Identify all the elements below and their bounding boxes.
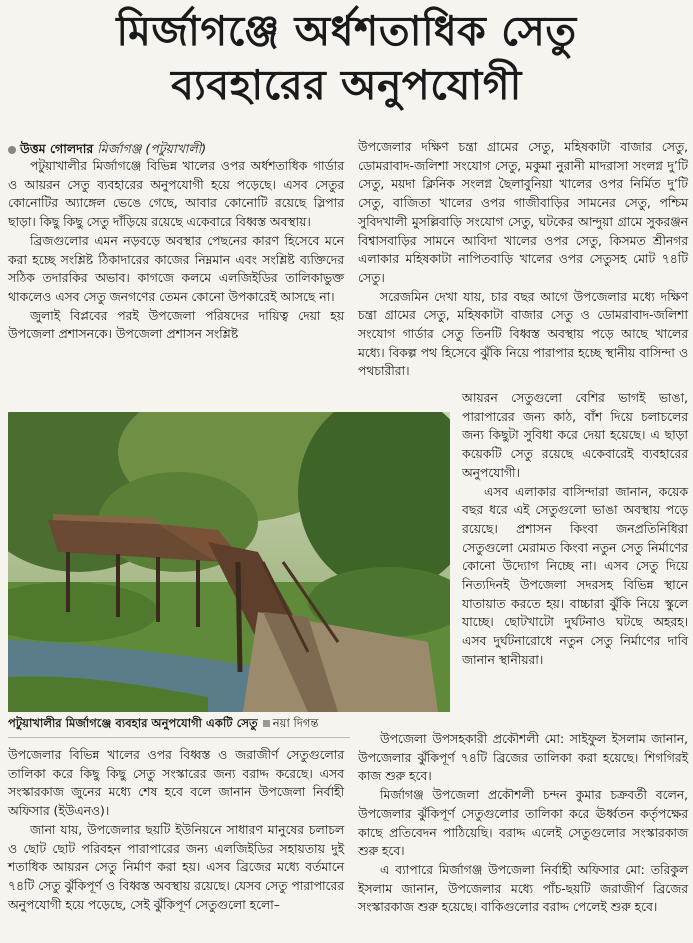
paragraph: মির্জাগঞ্জ উপজেলা প্রকৌশলী চন্দন কুমার চক্রবর্তী বলেন, উপজেলার ঝুঁকিপূর্ণ সেতুগুলোর তালিকা করে ঊর্ধ্বতন কর্তৃপক্ষের কাছে প্রতিবেদন পাঠিয়েছি। বরাদ্দ এলেই সেতুগুলোর সংস্কারকাজ শুরু হবে। [358,788,688,859]
divider [8,737,350,738]
broken-bridge-illustration [8,412,450,712]
photo-credit: নয়া দিগন্ত [272,716,319,730]
article-column-1 [8,157,344,344]
byline-location: মির্জাগঞ্জ (পটুয়াখালী) [97,141,207,156]
paragraph: উপজেলার বিভিন্ন খালের ওপর বিধ্বস্ত ও জরাজীর্ণ সেতুগুলোর তালিকা করে কিছু কিছু সেতু সংস্কারের জন্য বরাদ্দ করেছে। এসব সংস্কারকাজ জুনের মধ্যে শেষ হবে বলে জানান উপজেলা নির্বাহী অফিসার (ইউএনও)। [8,748,344,819]
paragraph: এসব এলাকার বাসিন্দারা জানান, কয়েক বছর ধরে এই সেতুগুলো ভাঙা অবস্থায় পড়ে রয়েছে। প্রশাসন কিংবা জনপ্রতিনিধিরা সেতুগুলো মেরামত কিংবা নতুন সেতু নির্মাণের কোনো উদ্যোগ নিচ্ছে না। এসব সেতু দিয়ে নিত্যদিনই উপজেলা সদরসহ বিভিন্ন স্থানে যাতায়াত করতে হয়। বাচ্চারা ঝুঁকি নিয়ে স্কুলে যাচ্ছে। ছোটখাটো দুর্ঘটনাও ঘটছে অহরহ। এসব দুর্ঘটনারোধে নতুন সেতু নির্মাণের দাবি জানান স্থানীয়রা। [462,484,688,667]
byline [8,141,348,156]
paragraph: উপজেলা উপসহকারী প্রকৌশলী মো: সাইফুল ইসলাম জানান, উপজেলার ঝুঁকিপূর্ণ ৭৪টি ব্রিজের তালিকা করা হয়েছে। শিগগিরই কাজ শুরু হবে। [358,732,688,784]
paragraph: উপজেলার দক্ষিণ চন্ত্রা গ্রামের সেতু, মহিষকাটা বাজার সেতু, ডোমরাবাদ-জলিশা সংযোগ সেতু, মকুমা নুরানী মাদরাসা সংলগ্ন দু’টি সেতু, ময়দা ক্লিনিক সংলগ্ন ছৈলাবুনিয়া খালের ওপর নির্মিত দু’টি সেতু, বাজিতা খালের ওপর গাজীবাড়ির সামনের সেতু, পশ্চিম সুবিদখালী মুসল্লিবাড়ি সংযোগ সেতু, ঘটকের আন্দুয়া গ্রামে সুকরঞ্জন বিশ্বাসবাড়ির সামনে আবিদা খালের ওপর সেতু, কিসমত শ্রীনগর এলাকার মহিষকাটা নাপিতবাড়ি খালের ওপর সেতুসহ মোট ৭৪টি সেতু। [358,140,688,285]
paragraph: এ ব্যাপারে মির্জাগঞ্জ উপজেলা নির্বাহী অফিসার মো: তরিকুল ইসলাম জানান, উপজেলার মধ্যে পাঁচ-ছয়টি জরাজীর্ণ ব্রিজের সংস্কারকাজ শুরু হয়েছে। বাকিগুলোর বরাদ্দ পেলেই শুরু হবে। [358,862,688,915]
bullet-icon [8,146,16,154]
article-column-2 [358,138,688,381]
headline [0,4,693,112]
photo-caption [8,716,458,730]
headline-line-2: ব্যবহারের অনুপযোগী [171,61,522,109]
caption-text: পটুয়াখালীর মির্জাগঞ্জে ব্যবহার অনুপযোগী একটি সেতু [8,716,258,730]
article-column-4 [8,746,344,914]
bridge-photo [8,412,450,712]
paragraph: জুলাই বিপ্লবের পরই উপজেলা পরিষদের দায়িত্ব দেয়া হয় উপজেলা প্রশাসনকে। উপজেলা প্রশাসন সংশ্লিষ্ট [8,308,344,342]
paragraph: সরেজমিন দেখা যায়, চার বছর আগে উপজেলার মধ্যে দক্ষিণ চন্ত্রা গ্রামের সেতু, মহিষকাটা বাজার সেতু ও ডোমরাবাদ-জলিশা সংযোগ গার্ডার সেতু তিনটি বিধ্বস্ত অবস্থায় পড়ে আছে খালের মধ্যে। বিকল্প পথ হিসেবে ঝুঁকি নিয়ে পারাপার হচ্ছে স্থানীয় বাসিন্দা ও পথচারীরা। [358,289,688,379]
paragraph: জানা যায়, উপজেলার ছয়টি ইউনিয়নে সাধারণ মানুষের চলাচল ও ছোট ছোট পরিবহন পারাপারের জন্য এলজিইডির সহায়তায় দুই শতাধিক আয়রন সেতু নির্মাণ করা হয়। এসব ব্রিজের মধ্যে বর্তমানে ৭৪টি সেতু ঝুঁকিপূর্ণ ও বিধ্বস্ত অবস্থায় রয়েছে। যেসব সেতু পারাপারের অনুপযোগী হয়ে পড়েছে, সেই ঝুঁকিপূর্ণ সেতুগুলো হলো– [8,822,344,912]
article-column-3 [462,389,688,670]
paragraph: ব্রিজগুলোর এমন নড়বড়ে অবস্থার পেছনের কারণ হিসেবে মনে করা হচ্ছে সংশ্লিষ্ট ঠিকাদারের কাজের নিম্নমান এবং সংশ্লিষ্ট ব্যক্তিদের সঠিক তদারকির অভাব। কাগজে কলমে এলজিইডির তালিকাভুক্ত থাকলেও এসব সেতু জনগণের তেমন কোনো উপকারেই আসছে না। [8,233,344,304]
paragraph: আয়রন সেতুগুলো বেশির ভাগই ভাঙা, পারাপারের জন্য কাঠ, বাঁশ দিয়ে চলাচলের জন্য কিছুটা সুবিধা করে দেয়া হয়েছে। এ ছাড়া কয়েকটি সেতু রয়েছে একেবারেই ব্যবহারের অনুপযোগী। [462,391,688,480]
article-column-5 [358,730,688,917]
paragraph: পটুয়াখালীর মির্জাগঞ্জে বিভিন্ন খালের ওপর অর্ধশতাধিক গার্ডার ও আয়রন সেতু ব্যবহারের অনুপযোগী হয়ে পড়েছে। এসব সেতুর কোনোটির অ্যাঙ্গেল ভেঙে গেছে, আবার কোনোটি রয়েছে স্লিপার ছাড়া। কিছু কিছু সেতু দাঁড়িয়ে রয়েছে একেবারে বিধ্বস্ত অবস্থায়। [8,159,344,230]
byline-author: উত্তম গোলদার [20,141,94,156]
headline-line-1: মির্জাগঞ্জে অর্ধশতাধিক সেতু [116,7,577,55]
square-bullet-icon [263,720,270,727]
